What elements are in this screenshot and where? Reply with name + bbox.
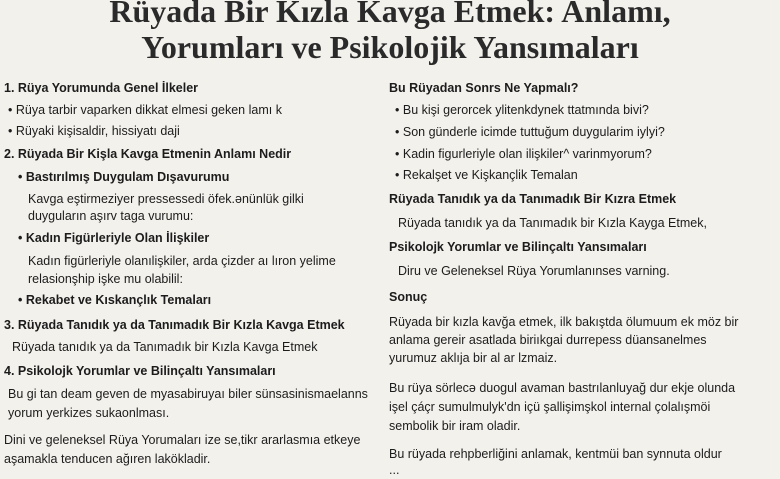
subheading: • Bastırılmış Duygulam Dışavurumu — [18, 170, 230, 184]
paragraph-line: Diru ve Geleneksel Rüya Yorumlanınses varning. — [398, 264, 670, 278]
paragraph-line: Rüyada bir kızla kavğa etmek, ilk bakıştda ölumuum ek möz bir — [389, 315, 739, 329]
paragraph-line: Bu rüyada rehpberliğini anlamak, kentmüi ban synnuta oldur — [389, 447, 722, 461]
section-heading: Psikolojk Yorumlar ve Bilinçaltı Yansımaları — [389, 240, 647, 254]
list-item: • Kadin figurleriyle olan ilişkiler^ varinmyorum? — [395, 147, 652, 161]
paragraph-line: işel çáçr sumulmulyk'dn içü şallişimşkol internal çolalışmöi — [389, 400, 711, 414]
section-heading: Rüyada Tanıdık ya da Tanımadık Bir Kızra Etmek — [389, 192, 677, 206]
section-heading: Sonuç — [389, 290, 428, 304]
page-title-line2: Yorumları ve Psikolojik Yansımaları — [141, 29, 639, 65]
section-heading: 3. Rüyada Tanıdık ya da Tanımadık Bir Kızla Kavga Etmek — [4, 318, 345, 332]
paragraph-line: anlama gereir asatlada biriıkgai durrepess düansanelmes — [389, 333, 707, 347]
paragraph-line: Rüyada tanıdık ya da Tanımadık bir Kızla Kayga Etmek, — [398, 216, 707, 230]
section-heading: 4. Psikolojk Yorumlar ve Bilinçaltı Yansımaları — [4, 364, 276, 378]
section-heading: 1. Rüya Yorumunda Genel İlkeler — [4, 81, 199, 95]
section-heading: 2. Rüyada Bir Kişla Kavga Etmenin Anlamı Nedir — [4, 147, 292, 161]
section-heading: Bu Rüyadan Sonrs Ne Yapmalı? — [389, 81, 579, 95]
paragraph-line: yorum yerkizes sukaonlması. — [8, 406, 170, 420]
paragraph-line: Kavga eştirmeziyer pressessedi öfek.ənünlük gilki — [28, 192, 304, 206]
list-item: • Rüyaki kişisaldir, hissiyatı daji — [8, 124, 180, 138]
list-item: • Rekalşet ve Kişkançlik Temalan — [395, 168, 578, 182]
subheading: • Rekabet ve Kıskançlık Temaları — [18, 293, 212, 307]
paragraph-line: Kadın figürleriyle olanılişkiler, arda çizder aı lıron yelime — [28, 254, 336, 268]
paragraph-line: Bu gi tan deam geven de myasabiruyaı biler sünsasinismaelanns — [8, 387, 368, 401]
paragraph-line: ... — [389, 463, 400, 477]
paragraph-line: yurumuz aklıja bir al ar lzmaiz. — [389, 351, 558, 365]
paragraph-line: aşamakla tenducen ağıren lakökladir. — [4, 452, 211, 466]
paragraph-line: relasionşhip işke mu olabilil: — [28, 272, 183, 286]
paragraph-line: sembolik bir iram oladir. — [389, 419, 521, 433]
list-item: • Bu kişi gerorcek ylitenkdynek ttatmında bivi? — [395, 103, 649, 117]
paragraph-line: Bu rüya sörlecə duogul avaman bastrılanluyağ dur ekje olunda — [389, 381, 736, 395]
paragraph-line: duyguların aşırv taga vurumu: — [28, 209, 194, 223]
subheading: • Kadın Figürleriyle Olan İlişkiler — [18, 231, 210, 245]
list-item: • Son günderle icimde tuttuğum duygularim iylyi? — [395, 125, 665, 139]
paragraph-line: Dini ve geleneksel Rüya Yorumaları ize se,tikr ararlasmıa etkeye — [4, 433, 361, 447]
list-item: • Rüya tarbir vaparken dikkat elmesi geken lamı k — [8, 103, 282, 117]
page-title-line1: Rüyada Bir Kızla Kavga Etmek: Anlamı, — [109, 0, 671, 29]
paragraph-line: Rüyada tanıdık ya da Tanımadık bir Kızla Kavga Etmek — [12, 340, 318, 354]
